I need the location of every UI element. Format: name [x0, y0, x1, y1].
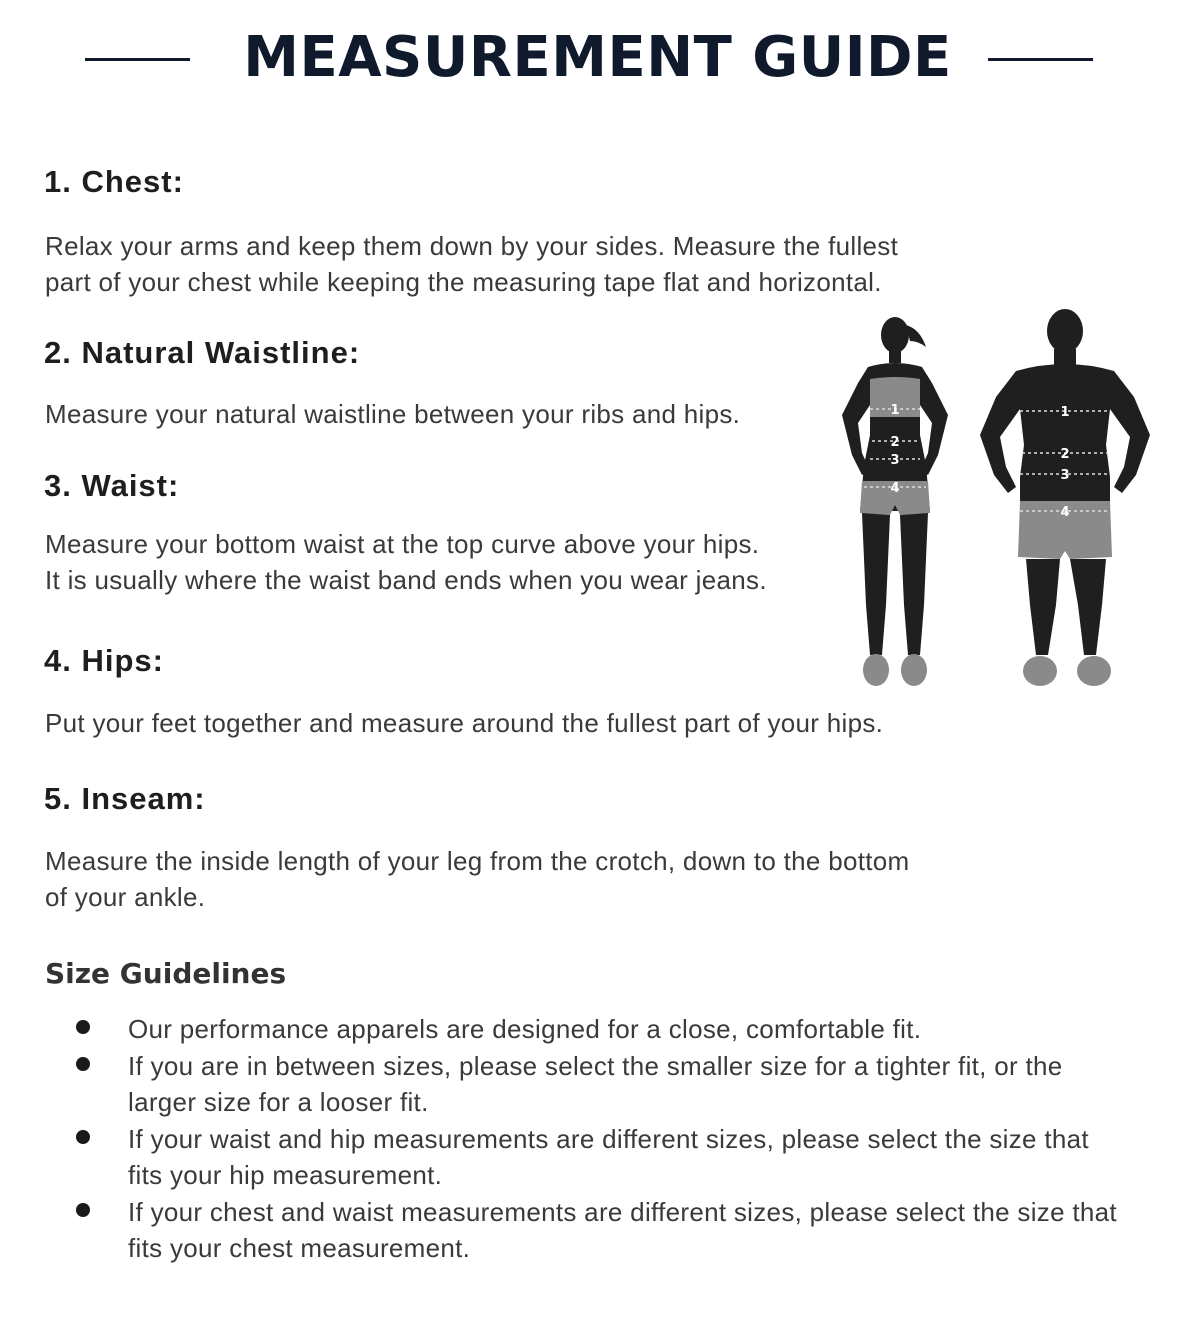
guideline-text: Our performance apparels are designed for a close, comfortable fit.: [128, 1014, 922, 1044]
body-measurement-figure: [820, 305, 1160, 695]
female-silhouette: [842, 317, 948, 686]
guideline-text: If you are in between sizes, please select the smaller size for a tighter fit, or the larger size for a looser fit.: [128, 1051, 1063, 1117]
bullet-icon: [76, 1130, 90, 1144]
bullet-icon: [76, 1057, 90, 1071]
section-text-chest: Relax your arms and keep them down by your sides. Measure the fullest part of your chest while keeping the measuring tape flat and horizontal.: [45, 231, 899, 297]
female-mark-4: 4: [890, 481, 900, 496]
guideline-item: [0, 1121, 1118, 1193]
section-text-waist: Measure your bottom waist at the top curve above your hips. It is usually where the waist band ends when you wear jeans.: [45, 529, 767, 595]
guideline-item: [0, 1048, 1118, 1120]
bullet-icon: [76, 1203, 90, 1217]
guideline-item: [0, 1011, 1118, 1047]
guideline-text: If your waist and hip measurements are different sizes, please select the size that fits your hip measurement.: [128, 1124, 1089, 1190]
bullet-icon: [76, 1020, 90, 1034]
section-heading-hips: 4. Hips:: [44, 643, 164, 678]
female-mark-1: 1: [890, 403, 900, 418]
section-heading-inseam: 5. Inseam:: [44, 781, 206, 816]
section-heading-natural-waistline: 2. Natural Waistline:: [44, 335, 361, 370]
title-rule-right: [988, 58, 1093, 61]
section-heading-waist: 3. Waist:: [44, 468, 180, 503]
male-mark-4: 4: [1060, 505, 1070, 520]
male-mark-2: 2: [1060, 447, 1070, 462]
section-text-hips: Put your feet together and measure around the fullest part of your hips.: [45, 708, 884, 738]
female-mark-3: 3: [890, 453, 900, 468]
section-heading-chest: 1. Chest:: [44, 164, 184, 199]
size-guidelines-heading: Size Guidelines: [45, 957, 287, 990]
male-silhouette: [980, 309, 1150, 686]
female-mark-2: 2: [890, 435, 900, 450]
section-text-inseam: Measure the inside length of your leg from the crotch, down to the bottom of your ankle.: [45, 846, 910, 912]
size-guidelines-list: [0, 1011, 1195, 1267]
page-header: [0, 18, 1195, 98]
guideline-text: If your chest and waist measurements are different sizes, please select the size that fits your chest measurement.: [128, 1197, 1117, 1263]
male-mark-3: 3: [1060, 468, 1070, 483]
male-mark-1: 1: [1060, 405, 1070, 420]
page-title: MEASUREMENT GUIDE: [243, 25, 952, 90]
section-text-natural-waistline: Measure your natural waistline between your ribs and hips.: [45, 399, 741, 429]
guideline-item: [0, 1194, 1118, 1266]
